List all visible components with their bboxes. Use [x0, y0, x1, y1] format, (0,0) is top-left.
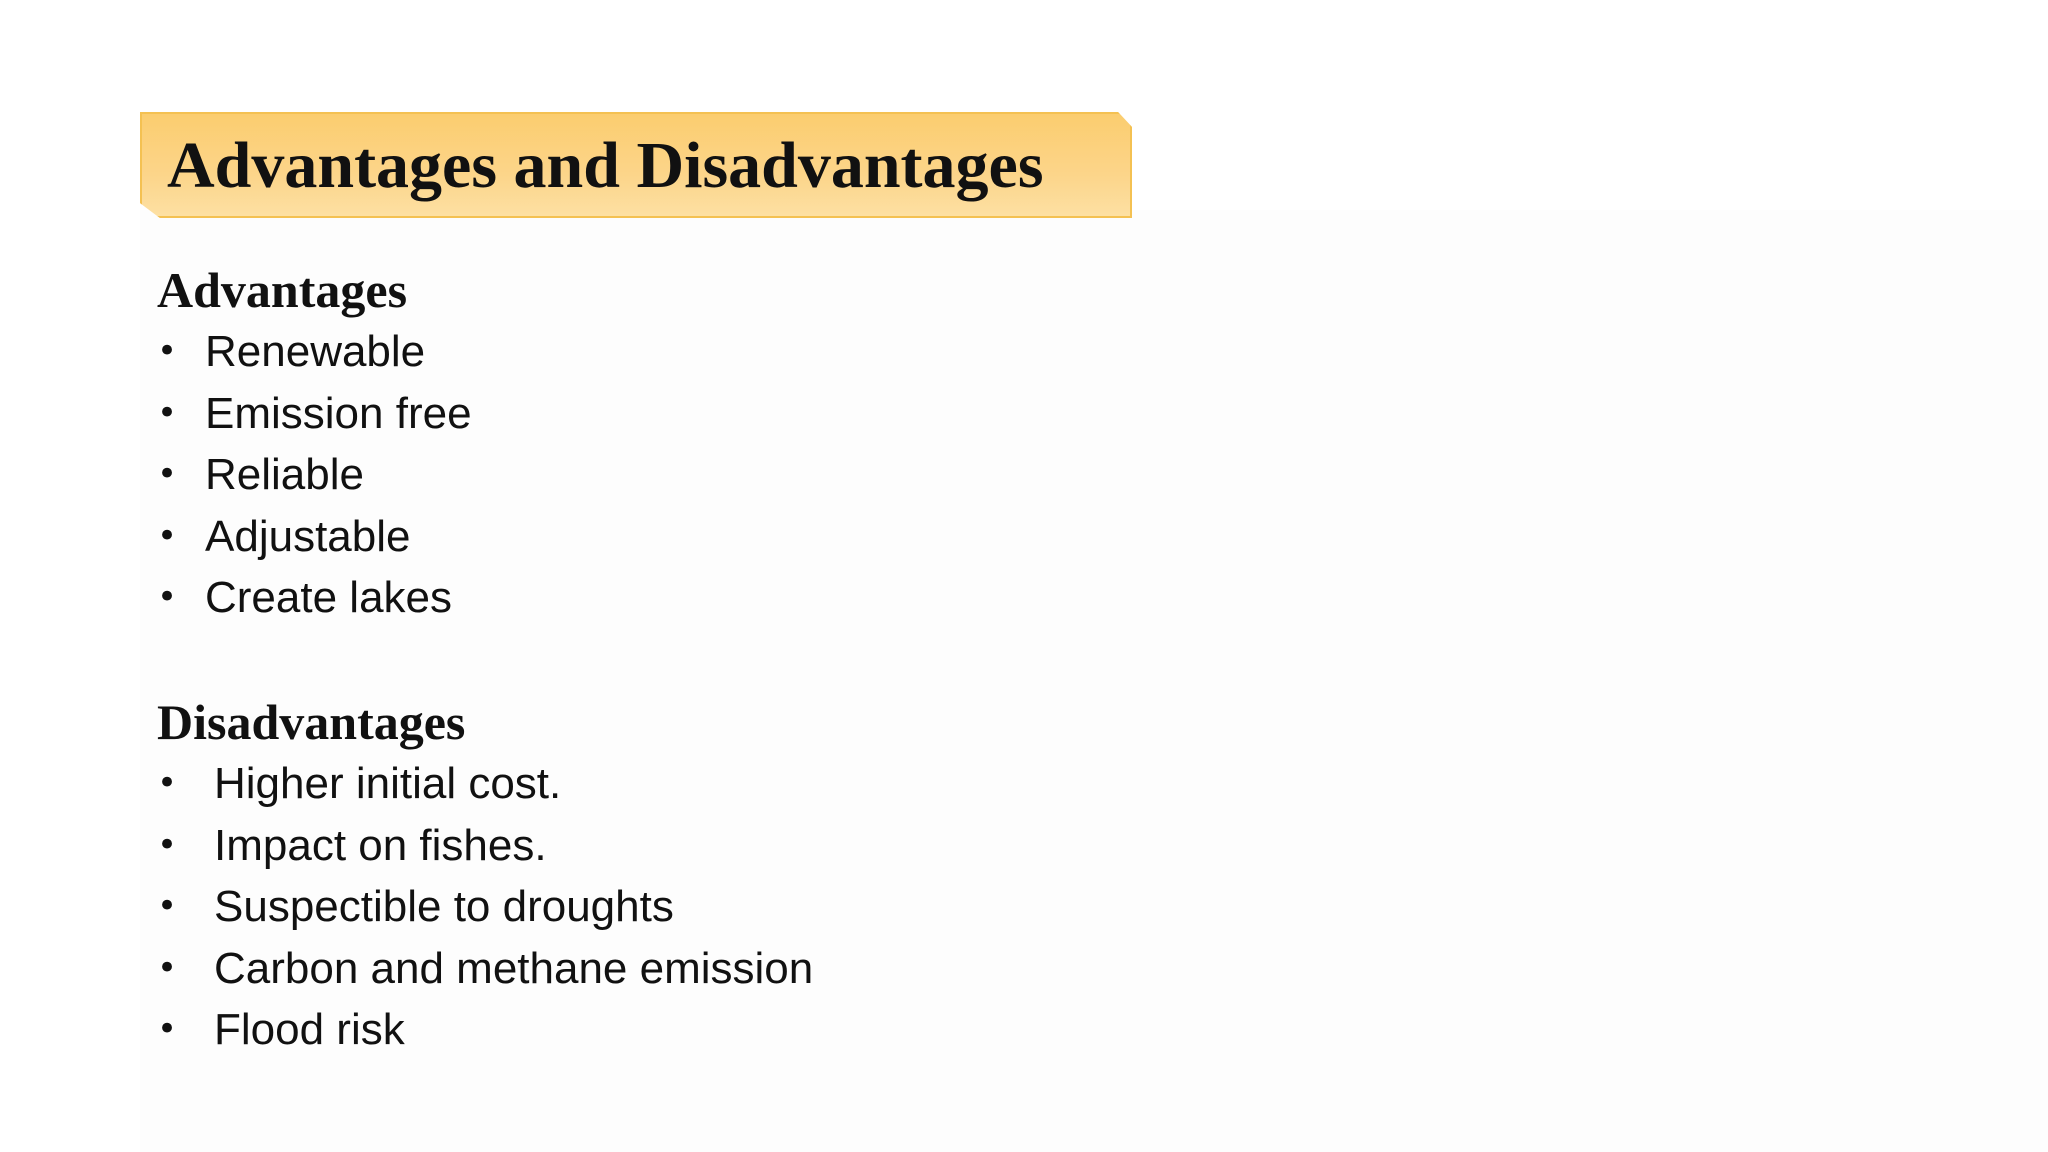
bullet-icon: • — [157, 947, 178, 988]
bullet-icon: • — [157, 331, 178, 371]
list-item-text: Impact on fishes. — [214, 820, 547, 870]
bullet-icon: • — [157, 392, 178, 433]
bullet-icon: • — [157, 763, 178, 803]
disadvantages-heading: Disadvantages — [157, 694, 466, 750]
list-item-text: Flood risk — [214, 1005, 405, 1054]
list-item-text: Adjustable — [205, 511, 411, 561]
bullet-icon: • — [157, 454, 178, 494]
list-item-text: Suspectible to droughts — [214, 882, 674, 931]
advantages-heading: Advantages — [157, 262, 408, 318]
bullet-icon: • — [157, 577, 178, 617]
content-panel — [140, 210, 2048, 1152]
bullet-icon: • — [157, 824, 178, 865]
bullet-icon: • — [157, 515, 178, 556]
list-item-text: Renewable — [205, 327, 426, 376]
list-item-text: Higher initial cost. — [214, 759, 562, 808]
list-item-text: Emission free — [205, 388, 472, 438]
list-item-text: Create lakes — [205, 573, 453, 622]
slide-title: Advantages and Disadvantages — [167, 129, 1044, 202]
list-item-text: Reliable — [205, 450, 364, 499]
bullet-icon: • — [157, 1009, 178, 1049]
bullet-icon: • — [157, 886, 178, 926]
list-item-text: Carbon and methane emission — [214, 943, 814, 993]
